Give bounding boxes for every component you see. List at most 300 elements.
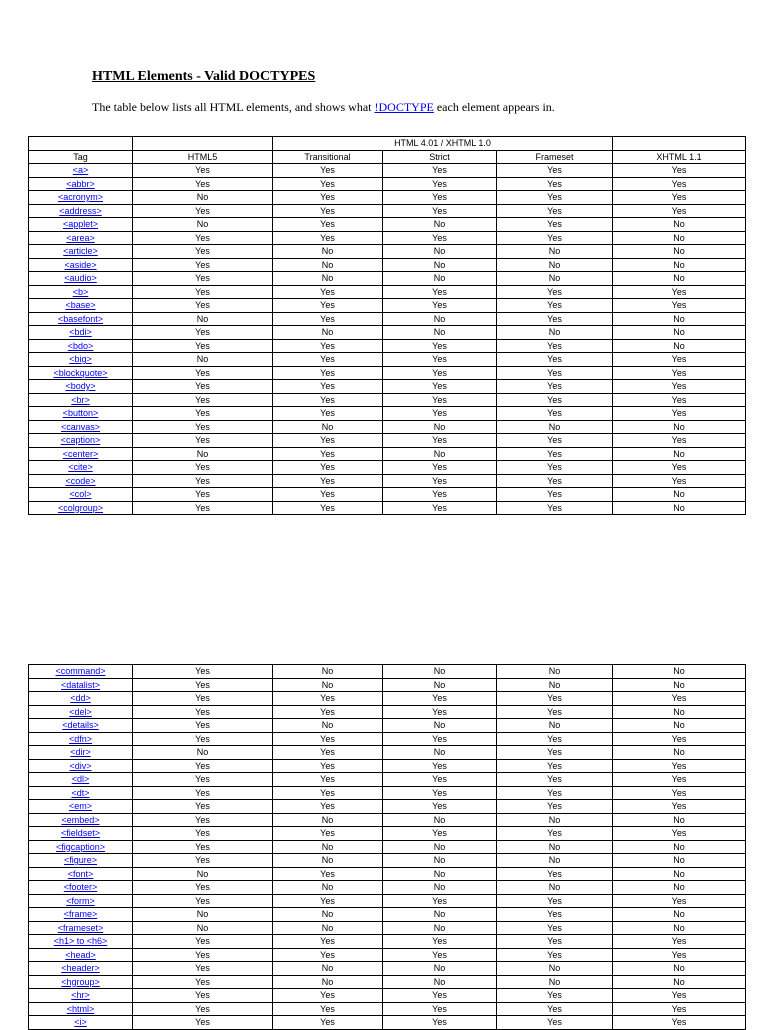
tag-link[interactable]: <caption> xyxy=(60,435,101,445)
xhtml11-cell: Yes xyxy=(613,1016,746,1030)
frameset-cell: Yes xyxy=(497,447,613,461)
tag-cell xyxy=(29,921,133,935)
table-row xyxy=(29,326,746,340)
xhtml11-cell: No xyxy=(613,719,746,733)
tag-link[interactable]: <frame> xyxy=(63,909,98,919)
tag-link[interactable]: <datalist> xyxy=(60,679,101,690)
strict-cell: Yes xyxy=(383,461,497,475)
table-row xyxy=(29,218,746,232)
xhtml11-cell: No xyxy=(613,420,746,434)
tag-link[interactable]: <br> xyxy=(71,394,90,405)
html5-cell: Yes xyxy=(133,719,273,733)
strict-cell: Yes xyxy=(383,434,497,448)
html5-cell: Yes xyxy=(133,285,273,299)
strict-cell: Yes xyxy=(383,231,497,245)
xhtml11-cell: No xyxy=(613,665,746,679)
xhtml11-cell: Yes xyxy=(613,989,746,1003)
transitional-cell: Yes xyxy=(273,894,383,908)
xhtml11-cell: Yes xyxy=(613,894,746,908)
html5-cell: Yes xyxy=(133,854,273,868)
tag-cell xyxy=(29,1002,133,1016)
tag-link[interactable]: <abbr> xyxy=(66,178,95,189)
tag-link[interactable]: <a> xyxy=(72,165,89,175)
frameset-cell: Yes xyxy=(497,353,613,367)
strict-cell: Yes xyxy=(383,353,497,367)
frameset-cell: No xyxy=(497,840,613,854)
strict-cell: Yes xyxy=(383,501,497,515)
tag-cell xyxy=(29,1016,133,1030)
tag-link[interactable]: <center> xyxy=(62,448,99,459)
column-header-frameset: Frameset xyxy=(497,150,613,164)
html5-cell: Yes xyxy=(133,759,273,773)
tag-cell xyxy=(29,989,133,1003)
transitional-cell: Yes xyxy=(273,867,383,881)
intro-text-after: each element appears in. xyxy=(433,100,555,114)
html5-cell: Yes xyxy=(133,366,273,380)
table-row xyxy=(29,231,746,245)
tag-cell xyxy=(29,948,133,962)
tag-cell xyxy=(29,177,133,191)
group-header-spacer xyxy=(29,137,133,151)
transitional-cell: Yes xyxy=(273,935,383,949)
table-row xyxy=(29,164,746,178)
strict-cell: No xyxy=(383,881,497,895)
html5-cell: Yes xyxy=(133,705,273,719)
strict-cell: Yes xyxy=(383,474,497,488)
xhtml11-cell: No xyxy=(613,908,746,922)
tag-cell xyxy=(29,962,133,976)
elements-table-part-1 xyxy=(28,136,746,515)
table-row xyxy=(29,705,746,719)
transitional-cell: No xyxy=(273,921,383,935)
tag-cell xyxy=(29,447,133,461)
frameset-cell: No xyxy=(497,854,613,868)
tag-cell xyxy=(29,732,133,746)
tag-cell xyxy=(29,366,133,380)
html5-cell: Yes xyxy=(133,962,273,976)
table-row xyxy=(29,407,746,421)
tag-link[interactable]: <footer> xyxy=(63,882,98,892)
transitional-cell: Yes xyxy=(273,231,383,245)
xhtml11-cell: Yes xyxy=(613,380,746,394)
tag-link[interactable]: <dfn> xyxy=(68,733,93,744)
tag-cell xyxy=(29,461,133,475)
group-header-spacer xyxy=(613,137,746,151)
tag-link[interactable]: <form> xyxy=(66,895,95,906)
strict-cell: Yes xyxy=(383,935,497,949)
doctype-link[interactable]: !DOCTYPE xyxy=(374,100,434,114)
table-row xyxy=(29,746,746,760)
table-row xyxy=(29,975,746,989)
intro-paragraph xyxy=(92,100,555,115)
strict-cell: No xyxy=(383,962,497,976)
frameset-cell: Yes xyxy=(497,501,613,515)
table-row xyxy=(29,786,746,800)
strict-cell: Yes xyxy=(383,204,497,218)
tag-cell xyxy=(29,813,133,827)
tag-link[interactable]: <bdi> xyxy=(69,327,92,337)
transitional-cell: No xyxy=(273,678,383,692)
tag-cell xyxy=(29,380,133,394)
table-row xyxy=(29,258,746,272)
frameset-cell: Yes xyxy=(497,407,613,421)
table-row xyxy=(29,732,746,746)
transitional-cell: Yes xyxy=(273,204,383,218)
html5-cell: Yes xyxy=(133,989,273,1003)
frameset-cell: Yes xyxy=(497,908,613,922)
tag-cell xyxy=(29,339,133,353)
tag-link[interactable]: <cite> xyxy=(68,462,93,472)
strict-cell: Yes xyxy=(383,786,497,800)
frameset-cell: No xyxy=(497,719,613,733)
tag-link[interactable]: <audio> xyxy=(64,273,97,283)
transitional-cell: No xyxy=(273,881,383,895)
html5-cell: Yes xyxy=(133,894,273,908)
transitional-cell: Yes xyxy=(273,393,383,407)
tag-cell xyxy=(29,245,133,259)
transitional-cell: No xyxy=(273,665,383,679)
html5-cell: Yes xyxy=(133,1002,273,1016)
table-row xyxy=(29,840,746,854)
elements-table-part-2 xyxy=(28,664,746,1030)
xhtml11-cell: Yes xyxy=(613,177,746,191)
table-row xyxy=(29,353,746,367)
column-header-row xyxy=(29,150,746,164)
tag-link[interactable]: <bdo> xyxy=(67,340,94,351)
transitional-cell: No xyxy=(273,326,383,340)
tag-link[interactable]: <font> xyxy=(67,868,94,879)
table-row xyxy=(29,989,746,1003)
table-row xyxy=(29,800,746,814)
strict-cell: No xyxy=(383,813,497,827)
tag-cell xyxy=(29,786,133,800)
tag-link[interactable]: <header> xyxy=(61,963,100,973)
frameset-cell: Yes xyxy=(497,312,613,326)
tag-cell xyxy=(29,353,133,367)
tag-cell xyxy=(29,840,133,854)
tag-link[interactable]: <dt> xyxy=(71,787,90,798)
table-row xyxy=(29,678,746,692)
frameset-cell: Yes xyxy=(497,191,613,205)
frameset-cell: Yes xyxy=(497,935,613,949)
xhtml11-cell: Yes xyxy=(613,434,746,448)
frameset-cell: Yes xyxy=(497,474,613,488)
tag-link[interactable]: <embed> xyxy=(61,814,100,825)
table-row xyxy=(29,461,746,475)
xhtml11-cell: Yes xyxy=(613,204,746,218)
tag-cell xyxy=(29,773,133,787)
transitional-cell: Yes xyxy=(273,827,383,841)
tag-cell xyxy=(29,204,133,218)
frameset-cell: Yes xyxy=(497,692,613,706)
table-row xyxy=(29,867,746,881)
frameset-cell: No xyxy=(497,326,613,340)
tag-link[interactable]: <figcaption> xyxy=(55,841,106,852)
strict-cell: No xyxy=(383,719,497,733)
tag-link[interactable]: <b> xyxy=(72,286,89,297)
frameset-cell: Yes xyxy=(497,746,613,760)
tag-link[interactable]: <canvas> xyxy=(60,421,101,432)
strict-cell: No xyxy=(383,867,497,881)
tag-cell xyxy=(29,218,133,232)
table-row xyxy=(29,380,746,394)
strict-cell: Yes xyxy=(383,393,497,407)
tag-link[interactable]: <div> xyxy=(69,760,92,771)
group-header-spacer xyxy=(133,137,273,151)
xhtml11-cell: No xyxy=(613,501,746,515)
frameset-cell: No xyxy=(497,975,613,989)
html5-cell: Yes xyxy=(133,935,273,949)
transitional-cell: Yes xyxy=(273,191,383,205)
transitional-cell: Yes xyxy=(273,366,383,380)
html5-cell: Yes xyxy=(133,881,273,895)
table-row xyxy=(29,1002,746,1016)
xhtml11-cell: No xyxy=(613,339,746,353)
transitional-cell: Yes xyxy=(273,434,383,448)
xhtml11-cell: No xyxy=(613,678,746,692)
xhtml11-cell: Yes xyxy=(613,773,746,787)
page-title: HTML Elements - Valid DOCTYPES xyxy=(92,69,316,84)
html5-cell: Yes xyxy=(133,474,273,488)
tag-link[interactable]: <col> xyxy=(69,489,92,499)
xhtml11-cell: Yes xyxy=(613,692,746,706)
tag-cell xyxy=(29,326,133,340)
tag-cell xyxy=(29,827,133,841)
html5-cell: No xyxy=(133,908,273,922)
table-row xyxy=(29,339,746,353)
xhtml11-cell: Yes xyxy=(613,285,746,299)
html5-cell: Yes xyxy=(133,177,273,191)
strict-cell: Yes xyxy=(383,1016,497,1030)
html5-cell: Yes xyxy=(133,231,273,245)
strict-cell: Yes xyxy=(383,759,497,773)
xhtml11-cell: Yes xyxy=(613,474,746,488)
html5-cell: No xyxy=(133,191,273,205)
transitional-cell: Yes xyxy=(273,488,383,502)
table-row xyxy=(29,773,746,787)
table-row xyxy=(29,488,746,502)
tag-link[interactable]: <dd> xyxy=(70,693,91,703)
tag-cell xyxy=(29,393,133,407)
tag-link[interactable]: <h1> to <h6> xyxy=(53,936,108,946)
xhtml11-cell: Yes xyxy=(613,786,746,800)
transitional-cell: No xyxy=(273,840,383,854)
table-row xyxy=(29,908,746,922)
transitional-cell: Yes xyxy=(273,800,383,814)
xhtml11-cell: No xyxy=(613,867,746,881)
html5-cell: Yes xyxy=(133,678,273,692)
xhtml11-cell: No xyxy=(613,447,746,461)
frameset-cell: Yes xyxy=(497,732,613,746)
tag-cell xyxy=(29,434,133,448)
xhtml11-cell: No xyxy=(613,854,746,868)
group-header-row xyxy=(29,137,746,151)
frameset-cell: Yes xyxy=(497,894,613,908)
tag-link[interactable]: <dl> xyxy=(71,774,90,784)
transitional-cell: Yes xyxy=(273,407,383,421)
frameset-cell: Yes xyxy=(497,705,613,719)
strict-cell: Yes xyxy=(383,191,497,205)
tag-link[interactable]: <body> xyxy=(65,381,96,391)
strict-cell: No xyxy=(383,447,497,461)
tag-link[interactable]: <em> xyxy=(68,801,92,811)
frameset-cell: Yes xyxy=(497,434,613,448)
frameset-cell: Yes xyxy=(497,1016,613,1030)
transitional-cell: No xyxy=(273,420,383,434)
strict-cell: Yes xyxy=(383,366,497,380)
xhtml11-cell: No xyxy=(613,488,746,502)
tag-cell xyxy=(29,407,133,421)
tag-cell xyxy=(29,231,133,245)
tag-link[interactable]: <fieldset> xyxy=(60,828,101,838)
table-row xyxy=(29,434,746,448)
table-row xyxy=(29,1016,746,1030)
strict-cell: Yes xyxy=(383,177,497,191)
tag-link[interactable]: <blockquote> xyxy=(53,367,108,378)
transitional-cell: No xyxy=(273,854,383,868)
transitional-cell: Yes xyxy=(273,380,383,394)
tag-cell xyxy=(29,299,133,313)
tag-cell xyxy=(29,312,133,326)
table-row xyxy=(29,921,746,935)
html5-cell: Yes xyxy=(133,380,273,394)
xhtml11-cell: Yes xyxy=(613,948,746,962)
xhtml11-cell: No xyxy=(613,231,746,245)
tag-cell xyxy=(29,501,133,515)
table-row xyxy=(29,204,746,218)
tag-link[interactable]: <aside> xyxy=(64,259,97,270)
transitional-cell: Yes xyxy=(273,312,383,326)
html5-cell: Yes xyxy=(133,732,273,746)
xhtml11-cell: No xyxy=(613,245,746,259)
tag-link[interactable]: <code> xyxy=(65,475,96,486)
table-row xyxy=(29,501,746,515)
tag-link[interactable]: <big> xyxy=(69,354,92,364)
strict-cell: Yes xyxy=(383,732,497,746)
html5-cell: Yes xyxy=(133,840,273,854)
html5-cell: Yes xyxy=(133,501,273,515)
frameset-cell: No xyxy=(497,420,613,434)
tag-link[interactable]: <del> xyxy=(69,706,92,717)
frameset-cell: Yes xyxy=(497,164,613,178)
html5-cell: No xyxy=(133,921,273,935)
transitional-cell: Yes xyxy=(273,746,383,760)
table-row xyxy=(29,272,746,286)
strict-cell: No xyxy=(383,678,497,692)
transitional-cell: Yes xyxy=(273,786,383,800)
tag-cell xyxy=(29,759,133,773)
tag-cell xyxy=(29,935,133,949)
tag-link[interactable]: <base> xyxy=(65,300,96,310)
tag-cell xyxy=(29,854,133,868)
transitional-cell: No xyxy=(273,813,383,827)
html5-cell: Yes xyxy=(133,164,273,178)
html5-cell: Yes xyxy=(133,800,273,814)
strict-cell: Yes xyxy=(383,894,497,908)
table-row xyxy=(29,474,746,488)
html5-cell: Yes xyxy=(133,339,273,353)
html5-cell: Yes xyxy=(133,204,273,218)
tag-link[interactable]: <command> xyxy=(55,666,106,676)
strict-cell: No xyxy=(383,272,497,286)
tag-link[interactable]: <hgroup> xyxy=(61,976,100,987)
tag-cell xyxy=(29,272,133,286)
strict-cell: No xyxy=(383,975,497,989)
xhtml11-cell: No xyxy=(613,218,746,232)
frameset-cell: No xyxy=(497,962,613,976)
tag-link[interactable]: <html> xyxy=(66,1003,95,1014)
table-row xyxy=(29,935,746,949)
tag-link[interactable]: <article> xyxy=(63,246,98,256)
frameset-cell: Yes xyxy=(497,339,613,353)
tag-link[interactable]: <figure> xyxy=(63,855,98,865)
strict-cell: No xyxy=(383,420,497,434)
xhtml11-cell: Yes xyxy=(613,164,746,178)
frameset-cell: Yes xyxy=(497,921,613,935)
transitional-cell: Yes xyxy=(273,474,383,488)
tag-link[interactable]: <details> xyxy=(62,720,99,730)
tag-link[interactable]: <area> xyxy=(66,232,95,243)
tag-cell xyxy=(29,894,133,908)
tag-link[interactable]: <colgroup> xyxy=(57,502,104,513)
table-row xyxy=(29,827,746,841)
tag-link[interactable]: <hr> xyxy=(71,990,90,1000)
strict-cell: No xyxy=(383,921,497,935)
tag-link[interactable]: <head> xyxy=(65,949,96,960)
tag-link[interactable]: <i> xyxy=(74,1017,87,1027)
frameset-cell: Yes xyxy=(497,461,613,475)
html5-cell: Yes xyxy=(133,488,273,502)
table-body-part-1 xyxy=(29,164,746,515)
tag-cell xyxy=(29,705,133,719)
table-row xyxy=(29,245,746,259)
transitional-cell: Yes xyxy=(273,177,383,191)
column-header-xhtml11: XHTML 1.1 xyxy=(613,150,746,164)
tag-cell xyxy=(29,285,133,299)
column-header-strict: Strict xyxy=(383,150,497,164)
tag-link[interactable]: <applet> xyxy=(62,219,99,229)
frameset-cell: Yes xyxy=(497,285,613,299)
frameset-cell: Yes xyxy=(497,177,613,191)
html5-cell: Yes xyxy=(133,434,273,448)
xhtml11-cell: No xyxy=(613,258,746,272)
xhtml11-cell: Yes xyxy=(613,759,746,773)
tag-link[interactable]: <frameset> xyxy=(57,922,104,933)
tag-cell xyxy=(29,881,133,895)
tag-link[interactable]: <dir> xyxy=(70,747,91,757)
frameset-cell: No xyxy=(497,881,613,895)
tag-link[interactable]: <button> xyxy=(62,408,99,418)
transitional-cell: Yes xyxy=(273,692,383,706)
strict-cell: Yes xyxy=(383,705,497,719)
strict-cell: No xyxy=(383,245,497,259)
tag-link[interactable]: <basefont> xyxy=(57,313,104,324)
frameset-cell: Yes xyxy=(497,759,613,773)
xhtml11-cell: No xyxy=(613,813,746,827)
table-row xyxy=(29,177,746,191)
table-row xyxy=(29,312,746,326)
tag-cell xyxy=(29,908,133,922)
tag-cell xyxy=(29,867,133,881)
html5-cell: Yes xyxy=(133,948,273,962)
html5-cell: Yes xyxy=(133,692,273,706)
tag-cell xyxy=(29,191,133,205)
table-row xyxy=(29,962,746,976)
tag-link[interactable]: <acronym> xyxy=(57,192,104,202)
xhtml11-cell: Yes xyxy=(613,1002,746,1016)
table-row xyxy=(29,299,746,313)
tag-link[interactable]: <address> xyxy=(59,205,102,216)
